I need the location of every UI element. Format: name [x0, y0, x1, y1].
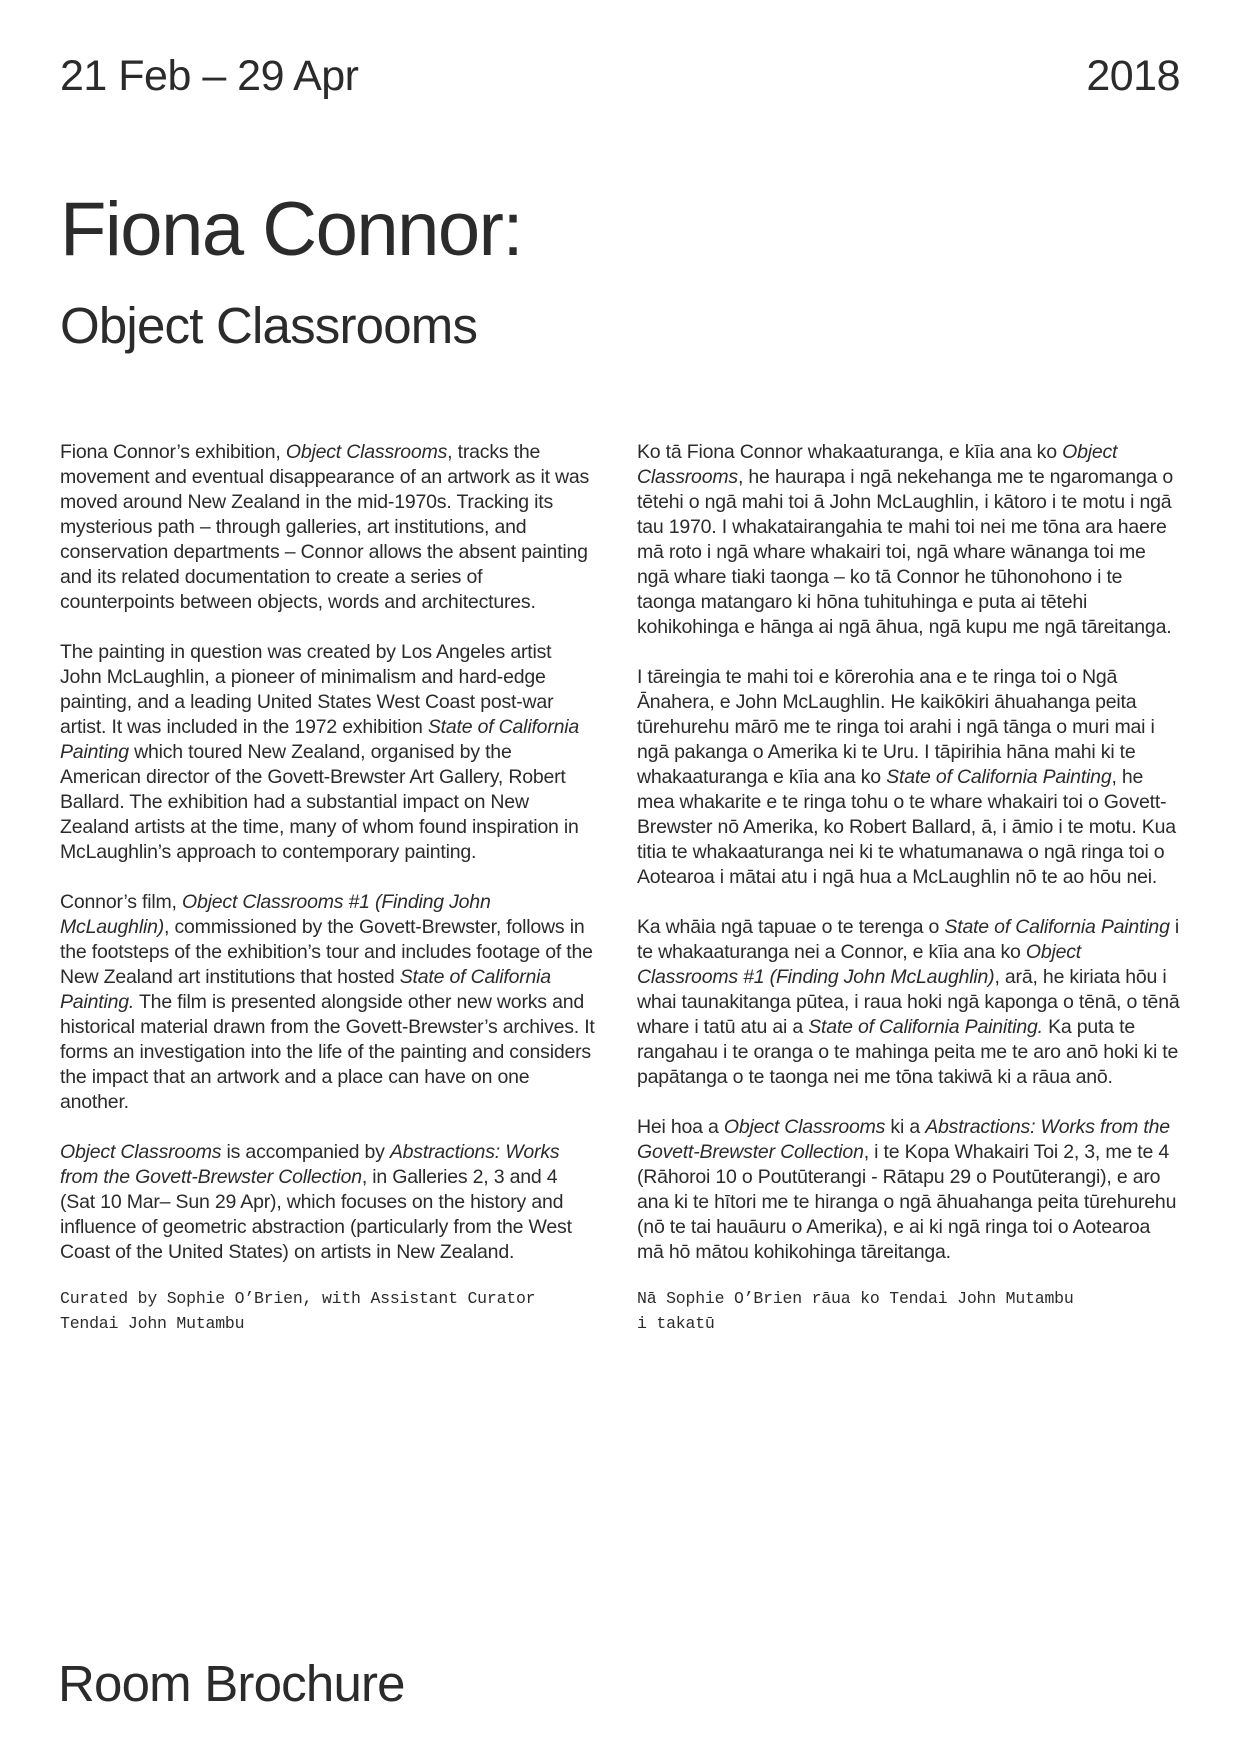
- english-curator-credit: [60, 1286, 595, 1336]
- paragraph-text: which toured New Zealand, organised by the American director of the Govett-Brewster Art Gallery, Robert Ballard. The exhibition had a substantial impact on New Zealand artists at the time, many of whom found inspiration in McLaughlin’s approach to contemporary painting.: [60, 741, 579, 863]
- italic-title-text: Object Classrooms: [723, 1116, 886, 1138]
- paragraph-text: is accompanied by: [221, 1141, 390, 1163]
- paragraph-text: Hei hoa a: [637, 1116, 724, 1138]
- paragraph-text: The painting in question was created by Los Angeles artist John McLaughlin, a pioneer of minimalism and hard-edge painting, and a leading United States West Coast post-war artist. It was included in the 1972 exhibition: [60, 641, 554, 738]
- paragraph-text: The film is presented alongside other new works and historical material drawn from the Govett-Brewster’s archives. It forms an investigation into the life of the painting and considers the impact that an artwork and a place can have on one another.: [60, 991, 595, 1113]
- paragraph-text: I tāreingia te mahi toi e kōrerohia ana e te ringa toi o Ngā Ānahera, e John McLaughlin. He kaikōkiri āhuahanga peita tūrehurehu mārō me te ringa toi arahi i ngā tānga o muri mai i ngā pakanga o Amerika ki te Uru. I tāpirihia hāna mahi ki te whakaaturanga e kīia ana ko: [637, 666, 1155, 788]
- paragraph-text: Connor’s film,: [60, 891, 182, 913]
- paragraph-text: ki a: [885, 1116, 926, 1138]
- english-paragraph-3: [60, 890, 595, 1115]
- maori-column: [637, 440, 1182, 1336]
- italic-title-text: State of California Painting: [886, 766, 1112, 788]
- italic-title-text: Object Classrooms #1 (Finding John McLaughlin): [60, 891, 491, 938]
- exhibition-dates: 21 Feb – 29 Apr: [60, 52, 359, 100]
- paragraph-text: , he haurapa i ngā nekehanga me te ngaromanga o tētehi o ngā mahi toi ā John McLaughlin, i kātoro i te motu i ngā tau 1970. I whakatairangahia te mahi toi nei me tōna ara haere mā roto i ngā whare whakairi toi, ngā whare wānanga toi me ngā whare tiaki taonga – ko tā Connor he tūhonohono i te taonga matangaro ki hōna tuhituhinga e puta ai tētehi kohikohinga e hānga ai ngā āhua, ngā kupu me ngā tāreitanga.: [637, 466, 1174, 638]
- paragraph-text: Ka whāia ngā tapuae o te terenga o: [637, 916, 945, 938]
- english-column: [60, 440, 595, 1336]
- italic-title-text: State of California Painting: [944, 916, 1170, 938]
- maori-paragraph-1: [637, 440, 1182, 640]
- brochure-footer: Room Brochure: [58, 1655, 405, 1712]
- paragraph-text: , commissioned by the Govett-Brewster, follows in the footsteps of the exhibition’s tour and includes footage of the New Zealand art institutions that hosted: [60, 916, 593, 988]
- italic-title-text: Object Classrooms #1 (Finding John McLaughlin): [637, 941, 1082, 988]
- paragraph-text: , he mea whakarite e te ringa tohu o te whare whakairi toi o Govett-Brewster nō Amerika, ko Robert Ballard, ā, i āmio i te motu. Kua titia te whakaaturanga nei ki te whatumanawa o ngā ringa toi o Aotearoa i mātai atu i ngā hua a McLaughlin nō te ao hōu nei.: [637, 766, 1176, 888]
- italic-title-text: State of California Painiting.: [808, 1016, 1043, 1038]
- header-bar: [60, 52, 1180, 101]
- english-paragraph-4: [60, 1140, 595, 1265]
- page-title: Fiona Connor:: [60, 187, 523, 272]
- paragraph-text: Fiona Connor’s exhibition,: [60, 441, 286, 463]
- italic-title-text: Abstractions: Works from the Govett-Brewster Collection: [60, 1141, 560, 1188]
- english-paragraph-1: [60, 440, 595, 615]
- english-credit-line-1: Curated by Sophie O’Brien, with Assistant Curator: [60, 1289, 536, 1308]
- maori-credit-line-2: i takatū: [637, 1314, 715, 1333]
- paragraph-text: i te whakaaturanga nei a Connor, e kīia ana ko: [637, 916, 1180, 963]
- exhibition-year: 2018: [1086, 52, 1180, 100]
- maori-paragraph-2: [637, 665, 1182, 890]
- english-credit-line-2: Tendai John Mutambu: [60, 1314, 245, 1333]
- maori-curator-credit: [637, 1286, 1182, 1336]
- page-subtitle: Object Classrooms: [60, 297, 478, 354]
- english-paragraph-2: [60, 640, 595, 865]
- paragraph-text: Ka puta te rangahau i te oranga o te mahinga peita me te aro anō hoki ki te papātanga o te taonga nei me tōna takiwā ki a rāua anō.: [637, 1016, 1179, 1088]
- paragraph-text: , arā, he kiriata hōu i whai taunakitanga pūtea, i raua hoki ngā kaponga o tēnā, o tēnā whare i tatū atu ai a: [637, 966, 1180, 1038]
- paragraph-text: , tracks the movement and eventual disappearance of an artwork as it was moved around New Zealand in the mid-1970s. Tracking its mysterious path – through galleries, art institutions, and conservation departments – Connor allows the absent painting and its related documentation to create a series of counterpoints between objects, words and architectures.: [60, 441, 590, 613]
- maori-credit-line-1: Nā Sophie O’Brien rāua ko Tendai John Mutambu: [637, 1289, 1074, 1308]
- italic-title-text: Object Classrooms: [60, 1141, 222, 1163]
- italic-title-text: Object Classrooms: [637, 441, 1118, 488]
- italic-title-text: State of California Painting.: [60, 966, 551, 1013]
- maori-paragraph-3: [637, 915, 1182, 1090]
- italic-title-text: Abstractions: Works from the Govett-Brewster Collection: [637, 1116, 1170, 1163]
- italic-title-text: Object Classrooms: [285, 441, 448, 463]
- paragraph-text: Ko tā Fiona Connor whakaaturanga, e kīia ana ko: [637, 441, 1063, 463]
- paragraph-text: , i te Kopa Whakairi Toi 2, 3, me te 4 (Rāhoroi 10 o Poutūterangi - Rātapu 29 o Poutūterangi), e aro ana ki te hītori me te hiranga o ngā āhuahanga peita tūrehurehu (nō te tai hauāuru o Amerika), e ai ki ngā ringa toi o Aotearoa mā hō mātou kohikohinga tāreitanga.: [637, 1141, 1177, 1263]
- paragraph-text: , in Galleries 2, 3 and 4 (Sat 10 Mar– Sun 29 Apr), which focuses on the history and influence of geometric abstraction (particularly from the West Coast of the United States) on artists in New Zealand.: [60, 1166, 572, 1263]
- italic-title-text: State of California Painting: [60, 716, 580, 763]
- maori-paragraph-4: [637, 1115, 1182, 1265]
